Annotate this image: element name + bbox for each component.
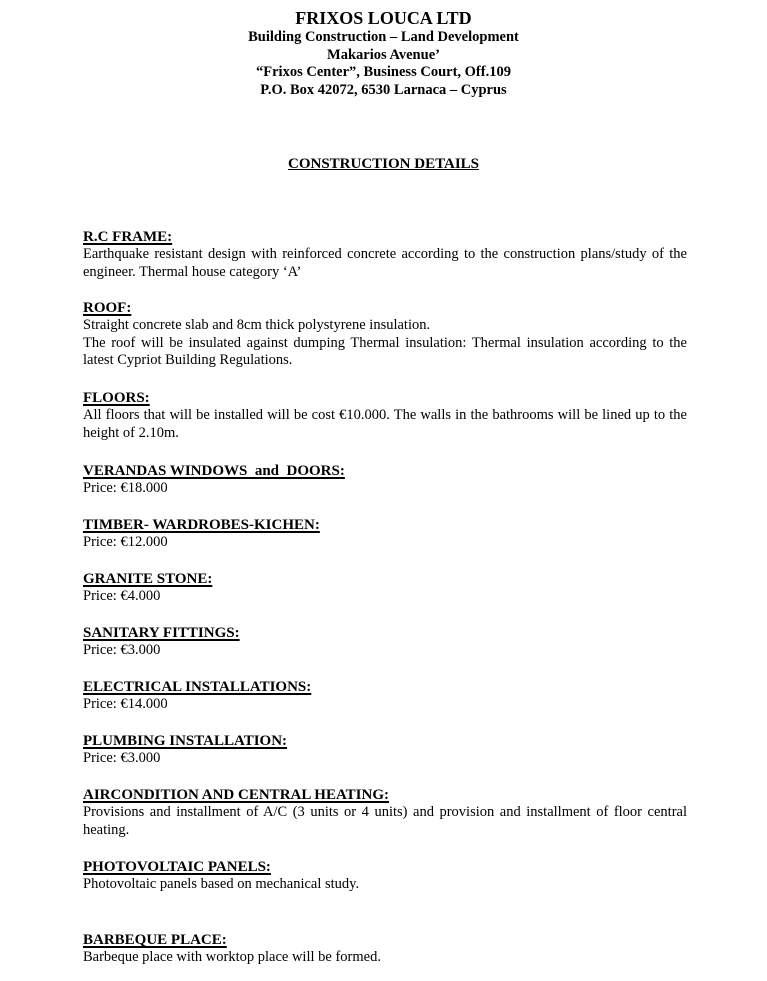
section-heading: VERANDAS WINDOWS and DOORS: <box>83 463 345 479</box>
section-granite-stone <box>83 571 687 606</box>
section-heading: ROOF: <box>83 300 132 316</box>
section-text: All floors that will be installed will be cost €10.000. The walls in the bathrooms will be lined up to the height of 2.10m. <box>83 407 687 441</box>
section-heading: FLOORS: <box>83 390 150 406</box>
section-text: Barbeque place with worktop place will be formed. <box>83 949 381 965</box>
section-body <box>83 407 687 442</box>
address-line-2: “Frixos Center”, Business Court, Off.109 <box>256 64 511 80</box>
section-body <box>83 317 687 370</box>
section-body <box>83 642 687 660</box>
section-text: Photovoltaic panels based on mechanical study. <box>83 876 360 892</box>
section-text: Provisions and installment of A/C (3 units or 4 units) and provision and installment of floor central heating. <box>83 804 687 838</box>
company-tagline: Building Construction – Land Development <box>248 29 519 45</box>
section-heading: ELECTRICAL INSTALLATIONS: <box>83 679 312 695</box>
section-body <box>83 588 687 606</box>
section-heading: R.C FRAME: <box>83 229 173 245</box>
section-aircondition-central-heating <box>83 787 687 839</box>
section-plumbing-installation <box>83 733 687 768</box>
price-text: Price: €4.000 <box>83 588 161 604</box>
document-title <box>0 155 767 173</box>
section-heading: TIMBER- WARDROBES-KICHEN: <box>83 517 320 533</box>
section-heading: AIRCONDITION AND CENTRAL HEATING: <box>83 787 390 803</box>
section-body <box>83 246 687 281</box>
price-text: Price: €14.000 <box>83 696 168 712</box>
section-floors <box>83 390 687 442</box>
section-heading: PHOTOVOLTAIC PANELS: <box>83 859 271 875</box>
price-text: Price: €18.000 <box>83 480 168 496</box>
section-body <box>83 949 687 967</box>
address-line-1: Makarios Avenue’ <box>327 46 440 63</box>
section-photovoltaic-panels <box>83 859 687 894</box>
section-verandas-windows-doors <box>83 463 687 498</box>
section-sanitary-fittings <box>83 625 687 660</box>
letterhead <box>0 7 767 99</box>
section-heading: GRANITE STONE: <box>83 571 213 587</box>
section-body <box>83 534 687 552</box>
price-text: Price: €12.000 <box>83 534 168 550</box>
section-timber-wardrobes-kitchen <box>83 517 687 552</box>
section-body <box>83 804 687 839</box>
section-barbeque-place <box>83 932 687 967</box>
section-body <box>83 480 687 498</box>
section-roof <box>83 300 687 370</box>
section-text: The roof will be insulated against dumping Thermal insulation: Thermal insulation according to the latest Cypriot Building Regulations. <box>83 334 687 368</box>
company-name: FRIXOS LOUCA LTD <box>295 8 472 28</box>
section-heading: PLUMBING INSTALLATION: <box>83 733 288 749</box>
section-electrical-installations <box>83 679 687 714</box>
section-heading: BARBEQUE PLACE: <box>83 932 227 948</box>
section-heading: SANITARY FITTINGS: <box>83 625 240 641</box>
section-body <box>83 696 687 714</box>
section-text: Straight concrete slab and 8cm thick polystyrene insulation. <box>83 317 431 333</box>
price-text: Price: €3.000 <box>83 642 161 658</box>
section-body <box>83 750 687 768</box>
document-title-text: CONSTRUCTION DETAILS <box>287 156 479 172</box>
section-body <box>83 876 687 894</box>
address-line-3: P.O. Box 42072, 6530 Larnaca – Cyprus <box>260 81 507 98</box>
price-text: Price: €3.000 <box>83 750 161 766</box>
section-rc-frame <box>83 229 687 281</box>
section-text: Earthquake resistant design with reinforced concrete according to the construction plans/study of the engineer. Thermal house category ‘A’ <box>83 246 687 280</box>
